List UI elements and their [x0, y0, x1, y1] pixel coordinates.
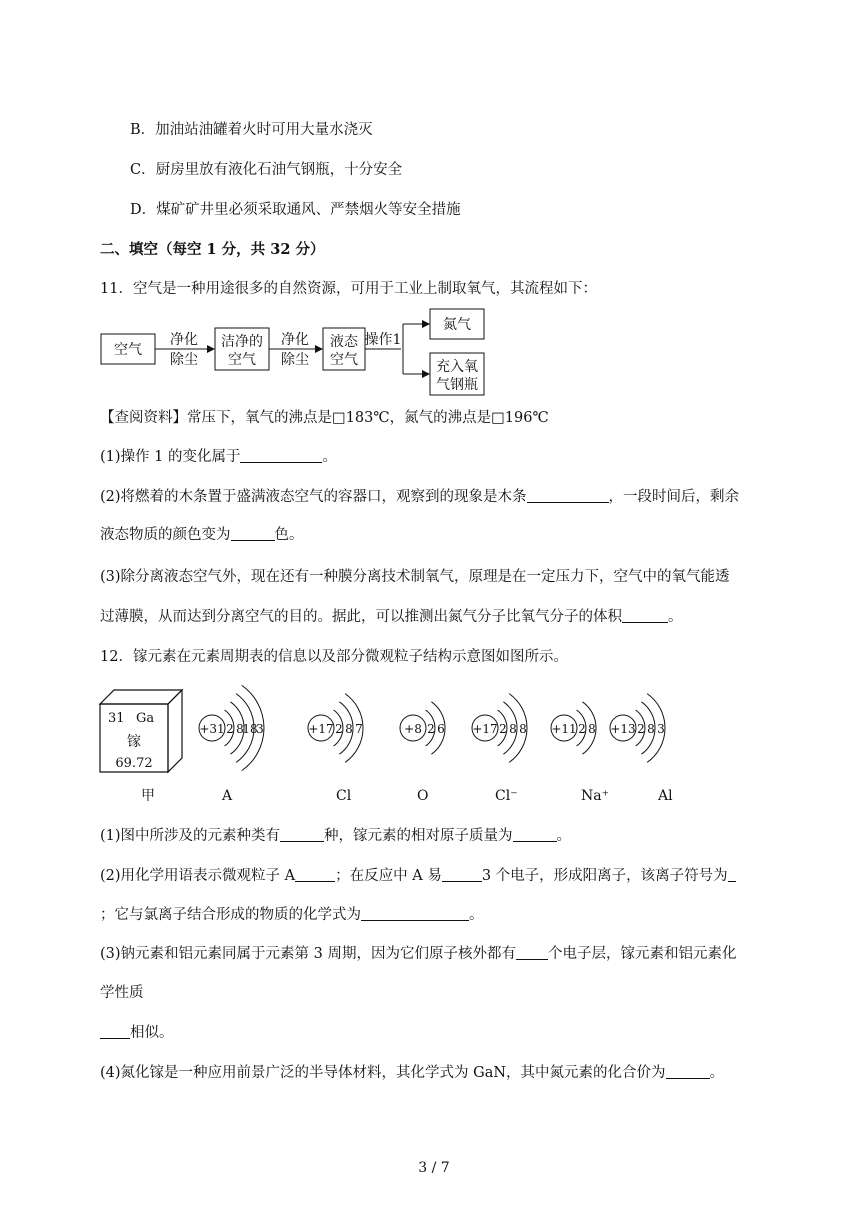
atom-shell-count: 2: [578, 722, 586, 736]
atom-shell-count: 8: [345, 722, 353, 736]
atom-shell-count: 2: [226, 722, 234, 736]
flow-box-liquid-l2: 空气: [330, 352, 358, 368]
q12-p4-text: (4)氮化镓是一种应用前景广泛的半导体材料，其化学式为 GaN，其中氮元素的化合价为: [100, 1065, 666, 1081]
label-cl-ion: Cl⁻: [495, 788, 518, 804]
atom-shell-count: 8: [588, 722, 596, 736]
flow-arrow-2-top: 净化: [281, 332, 309, 348]
q11-p2a-end: ，一段时间后，剩余: [608, 489, 740, 505]
option-d: D．煤矿矿井里必须采取通风、严禁烟火等安全措施: [130, 202, 461, 218]
q12-p1: [100, 826, 571, 846]
atom-shell-count: 7: [355, 722, 363, 736]
atom-diagram-1: [308, 694, 363, 763]
q12-p2a-mid1: ；在反应中 A 易: [335, 868, 442, 884]
q12-p3-blank-2[interactable]: [100, 1024, 130, 1039]
q11-p1-end: 。: [322, 449, 337, 465]
atom-shell-count: 2: [637, 722, 645, 736]
label-al: Al: [658, 788, 673, 804]
label-cl: Cl: [336, 788, 352, 804]
flow-box-nitrogen-text: 氮气: [443, 317, 471, 333]
atom-shell-count: 8: [647, 722, 655, 736]
q11-p2a-text: (2)将燃着的木条置于盛满液态空气的容器口，观察到的现象是木条: [100, 489, 527, 505]
flow-op-label: 操作1: [364, 332, 402, 348]
label-o: O: [417, 788, 429, 804]
atom-shell-count: 8: [509, 722, 517, 736]
q11-p2b: [100, 525, 304, 545]
flow-box-oxygen-l1: 充入氧: [436, 359, 478, 375]
atom-diagram-2: [400, 702, 445, 754]
q12-p2a: [100, 866, 736, 886]
cell-mass: 69.72: [115, 756, 153, 771]
q12-p3a: [100, 944, 736, 964]
q11-p1-text: (1)操作 1 的变化属于: [100, 449, 241, 465]
cell-number: 31: [108, 711, 125, 726]
atom-shell-count: 6: [437, 722, 445, 736]
q12-p3-blank-1[interactable]: [516, 945, 548, 960]
atom-shell-count: 8: [519, 722, 527, 736]
q11-info: 【查阅资料】常压下，氧气的沸点是□183℃，氮气的沸点是□196℃: [100, 410, 549, 426]
q12-p1-mid: 种，镓元素的相对原子质量为: [324, 828, 513, 844]
q12-p4-blank[interactable]: [666, 1064, 710, 1079]
q11-p3b: [100, 607, 683, 627]
q11-p1: [100, 447, 337, 467]
q12-p3b: 学性质: [100, 985, 144, 1001]
q12-p3c: [100, 1023, 174, 1043]
q12-p1-end: 。: [556, 828, 572, 844]
flow-arrow-1-top: 净化: [170, 332, 198, 348]
atom-shell-count: 18: [242, 722, 258, 736]
q11-stem: 11．空气是一种用途很多的自然资源，可用于工业上制取氧气，其流程如下：: [100, 281, 597, 297]
q12-p2b-end: 。: [469, 907, 484, 923]
q12-p2b-text: ；它与氯离子结合形成的物质的化学式为: [100, 907, 361, 923]
flow-box-clean-l2: 空气: [228, 352, 256, 368]
atom-nucleus-charge: +8: [404, 722, 422, 736]
q11-p3a: (3)除分离液态空气外，现在还有一种膜分离技术制氧气，原理是在一定压力下，空气中的氧气能透: [100, 569, 730, 585]
atom-diagram-0: [199, 685, 264, 770]
flow-box-clean-l1: 洁净的: [221, 334, 263, 350]
q12-p2-blank-3[interactable]: [728, 867, 736, 882]
flow-arrow-1-bottom: 除尘: [170, 352, 198, 368]
q11-p2b-end: 色。: [274, 527, 304, 543]
option-c: C．厨房里放有液化石油气钢瓶，十分安全: [130, 162, 403, 178]
label-na-ion: Na⁺: [581, 788, 609, 804]
atom-nucleus-charge: +11: [551, 722, 577, 736]
q12-p3a-text: (3)钠元素和铝元素同属于元素第 3 周期，因为它们原子核外都有: [100, 946, 516, 962]
atom-shell-count: 2: [335, 722, 343, 736]
atom-nucleus-charge: +17: [472, 722, 498, 736]
atom-nucleus-charge: +31: [199, 722, 225, 736]
q12-p3a-mid: 个电子层，镓元素和铝元素化: [547, 946, 737, 962]
atom-shell-count: 2: [499, 722, 507, 736]
cell-symbol: Ga: [136, 711, 155, 726]
q12-p1-blank-1[interactable]: [280, 827, 324, 842]
atom-diagrams: [190, 676, 710, 786]
q11-p2a: [100, 487, 739, 507]
q12-p2a-text: (2)用化学用语表示微观粒子 A: [100, 868, 296, 884]
q11-p3-blank[interactable]: [622, 608, 668, 623]
flow-box-air-text: 空气: [114, 342, 142, 358]
atom-diagram-3: [472, 694, 527, 763]
q12-p4: [100, 1063, 724, 1083]
periodic-cell: [98, 688, 194, 776]
q12-p2b: [100, 905, 484, 925]
q11-p2b-text: 液态物质的颜色变为: [100, 527, 231, 543]
flow-box-liquid-l1: 液态: [330, 334, 358, 350]
q11-p3b-end: 。: [668, 609, 683, 625]
atom-shell-count: 2: [427, 722, 435, 736]
q12-stem: 12．镓元素在元素周期表的信息以及部分微观粒子结构示意图如图所示。: [100, 649, 568, 665]
atom-shell-count: 8: [236, 722, 244, 736]
q12-p1-text: (1)图中所涉及的元素种类有: [100, 828, 281, 844]
atom-diagram-4: [551, 702, 596, 754]
atom-shell-count: 3: [256, 722, 264, 736]
atom-shell-count: 3: [657, 722, 665, 736]
q12-p2-blank-2[interactable]: [442, 867, 482, 882]
atom-nucleus-charge: +17: [308, 722, 334, 736]
q11-p1-blank[interactable]: [240, 448, 322, 463]
q12-p3c-end: 相似。: [130, 1025, 174, 1041]
flow-box-oxygen-l2: 气钢瓶: [436, 377, 478, 393]
option-b: B．加油站油罐着火时可用大量水浇灭: [130, 122, 373, 138]
cell-side: [168, 690, 182, 772]
page-number: 3 / 7: [418, 1160, 450, 1176]
flow-diagram: [96, 304, 516, 396]
q12-p1-blank-2[interactable]: [513, 827, 557, 842]
atom-diagram-5: [610, 694, 665, 763]
q12-p2-blank-4[interactable]: [361, 906, 469, 921]
q11-p2-blank-2[interactable]: [231, 526, 275, 541]
q11-p2-blank-1[interactable]: [527, 488, 609, 503]
atom-nucleus-charge: +13: [610, 722, 636, 736]
label-jia: 甲: [141, 788, 155, 804]
q12-p2-blank-1[interactable]: [295, 867, 335, 882]
q12-p4-end: 。: [709, 1065, 725, 1081]
flow-arrow-2-bottom: 除尘: [281, 352, 309, 368]
q11-p3b-text: 过薄膜，从而达到分离空气的目的。据此，可以推测出氮气分子比氧气分子的体积: [100, 609, 622, 625]
section-title: 二、填空（每空 1 分，共 32 分）: [100, 241, 325, 258]
q12-p2a-mid2: 3 个电子，形成阳离子，该离子符号为: [481, 868, 728, 884]
cell-name: 镓: [127, 734, 141, 750]
label-a: A: [222, 788, 233, 804]
